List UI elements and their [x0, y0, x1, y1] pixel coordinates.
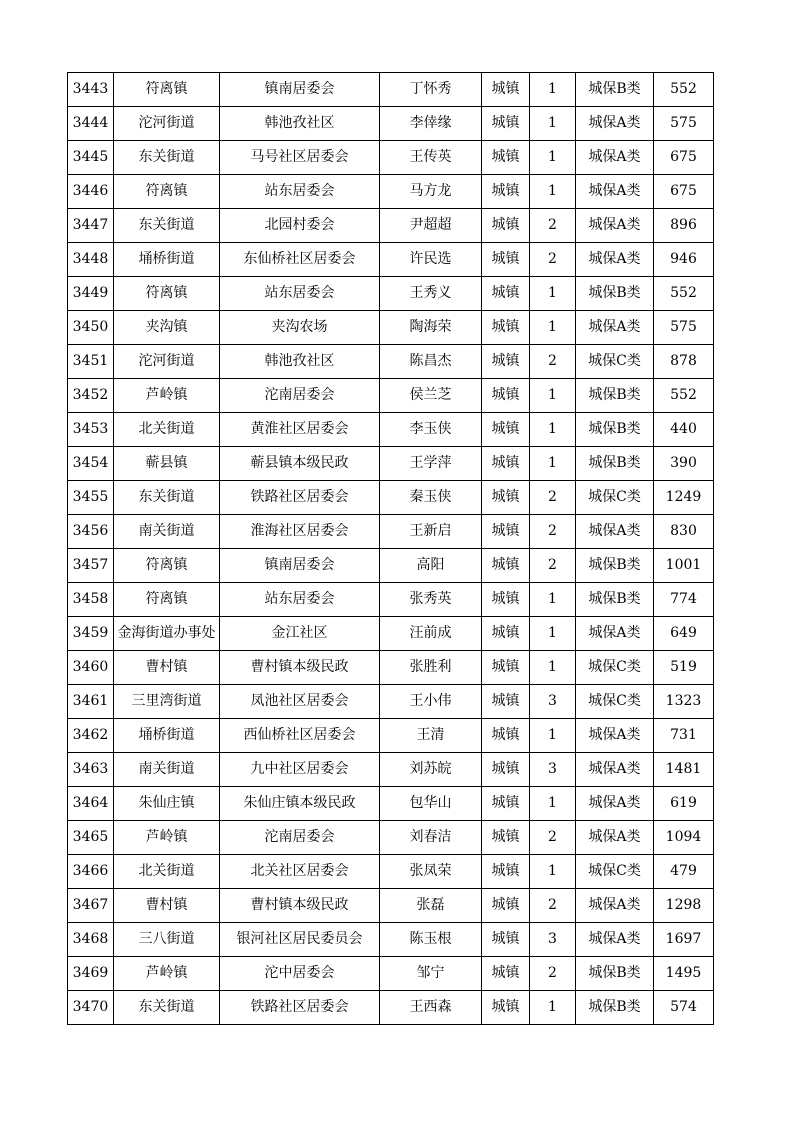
amount-cell: 896	[654, 209, 714, 243]
person-name-cell: 刘春洁	[380, 821, 482, 855]
community-cell: 镇南居委会	[220, 549, 380, 583]
person-name-cell: 李玉侠	[380, 413, 482, 447]
person-name-cell: 陈玉根	[380, 923, 482, 957]
category-cell: 城保B类	[576, 549, 654, 583]
table-row	[68, 243, 714, 277]
amount-cell: 619	[654, 787, 714, 821]
area-type-cell: 城镇	[482, 855, 530, 889]
category-cell: 城保A类	[576, 515, 654, 549]
town-cell: 埇桥街道	[114, 719, 220, 753]
category-cell: 城保A类	[576, 141, 654, 175]
area-type-cell: 城镇	[482, 243, 530, 277]
community-cell: 淮海社区居委会	[220, 515, 380, 549]
area-type-cell: 城镇	[482, 617, 530, 651]
household-count-cell: 1	[530, 141, 576, 175]
category-cell: 城保A类	[576, 311, 654, 345]
town-cell: 南关街道	[114, 515, 220, 549]
category-cell: 城保C类	[576, 345, 654, 379]
town-cell: 符离镇	[114, 549, 220, 583]
record-id-cell: 3466	[68, 855, 114, 889]
community-cell: 站东居委会	[220, 583, 380, 617]
community-cell: 站东居委会	[220, 175, 380, 209]
person-name-cell: 陶海荣	[380, 311, 482, 345]
area-type-cell: 城镇	[482, 277, 530, 311]
table-body	[68, 73, 714, 1025]
community-cell: 朱仙庄镇本级民政	[220, 787, 380, 821]
table-row	[68, 889, 714, 923]
town-cell: 东关街道	[114, 209, 220, 243]
community-cell: 蕲县镇本级民政	[220, 447, 380, 481]
town-cell: 芦岭镇	[114, 379, 220, 413]
category-cell: 城保B类	[576, 379, 654, 413]
person-name-cell: 马方龙	[380, 175, 482, 209]
amount-cell: 1094	[654, 821, 714, 855]
town-cell: 北关街道	[114, 413, 220, 447]
table-row	[68, 277, 714, 311]
category-cell: 城保A类	[576, 821, 654, 855]
town-cell: 东关街道	[114, 481, 220, 515]
area-type-cell: 城镇	[482, 719, 530, 753]
record-id-cell: 3450	[68, 311, 114, 345]
amount-cell: 479	[654, 855, 714, 889]
record-id-cell: 3457	[68, 549, 114, 583]
household-count-cell: 2	[530, 209, 576, 243]
household-count-cell: 1	[530, 73, 576, 107]
person-name-cell: 王新启	[380, 515, 482, 549]
area-type-cell: 城镇	[482, 107, 530, 141]
person-name-cell: 邹宁	[380, 957, 482, 991]
category-cell: 城保A类	[576, 719, 654, 753]
table-row	[68, 141, 714, 175]
town-cell: 沱河街道	[114, 107, 220, 141]
table-row	[68, 73, 714, 107]
household-count-cell: 1	[530, 447, 576, 481]
household-count-cell: 2	[530, 515, 576, 549]
table-row	[68, 957, 714, 991]
amount-cell: 552	[654, 379, 714, 413]
table-row	[68, 345, 714, 379]
table-row	[68, 107, 714, 141]
household-count-cell: 2	[530, 481, 576, 515]
town-cell: 蕲县镇	[114, 447, 220, 481]
amount-cell: 878	[654, 345, 714, 379]
amount-cell: 1323	[654, 685, 714, 719]
area-type-cell: 城镇	[482, 515, 530, 549]
community-cell: 站东居委会	[220, 277, 380, 311]
record-id-cell: 3469	[68, 957, 114, 991]
town-cell: 曹村镇	[114, 889, 220, 923]
table-row	[68, 719, 714, 753]
table-row	[68, 617, 714, 651]
person-name-cell: 张磊	[380, 889, 482, 923]
amount-cell: 552	[654, 73, 714, 107]
town-cell: 金海街道办事处	[114, 617, 220, 651]
area-type-cell: 城镇	[482, 481, 530, 515]
community-cell: 曹村镇本级民政	[220, 889, 380, 923]
area-type-cell: 城镇	[482, 991, 530, 1025]
category-cell: 城保B类	[576, 413, 654, 447]
person-name-cell: 侯兰芝	[380, 379, 482, 413]
household-count-cell: 2	[530, 549, 576, 583]
community-cell: 沱南居委会	[220, 821, 380, 855]
area-type-cell: 城镇	[482, 447, 530, 481]
household-count-cell: 2	[530, 345, 576, 379]
town-cell: 埇桥街道	[114, 243, 220, 277]
town-cell: 沱河街道	[114, 345, 220, 379]
area-type-cell: 城镇	[482, 957, 530, 991]
area-type-cell: 城镇	[482, 583, 530, 617]
area-type-cell: 城镇	[482, 549, 530, 583]
person-name-cell: 汪前成	[380, 617, 482, 651]
area-type-cell: 城镇	[482, 175, 530, 209]
amount-cell: 575	[654, 311, 714, 345]
record-id-cell: 3463	[68, 753, 114, 787]
area-type-cell: 城镇	[482, 73, 530, 107]
amount-cell: 1298	[654, 889, 714, 923]
person-name-cell: 张胜利	[380, 651, 482, 685]
table-row	[68, 515, 714, 549]
category-cell: 城保A类	[576, 753, 654, 787]
area-type-cell: 城镇	[482, 379, 530, 413]
household-count-cell: 1	[530, 379, 576, 413]
town-cell: 东关街道	[114, 991, 220, 1025]
amount-cell: 575	[654, 107, 714, 141]
record-id-cell: 3464	[68, 787, 114, 821]
record-id-cell: 3453	[68, 413, 114, 447]
record-id-cell: 3458	[68, 583, 114, 617]
town-cell: 东关街道	[114, 141, 220, 175]
category-cell: 城保A类	[576, 923, 654, 957]
household-count-cell: 1	[530, 277, 576, 311]
household-count-cell: 1	[530, 107, 576, 141]
record-id-cell: 3444	[68, 107, 114, 141]
amount-cell: 1481	[654, 753, 714, 787]
beneficiary-table	[67, 72, 714, 1025]
household-count-cell: 1	[530, 991, 576, 1025]
record-id-cell: 3460	[68, 651, 114, 685]
record-id-cell: 3462	[68, 719, 114, 753]
amount-cell: 675	[654, 175, 714, 209]
area-type-cell: 城镇	[482, 141, 530, 175]
person-name-cell: 张凤荣	[380, 855, 482, 889]
community-cell: 九中社区居委会	[220, 753, 380, 787]
category-cell: 城保C类	[576, 685, 654, 719]
household-count-cell: 2	[530, 821, 576, 855]
person-name-cell: 陈昌杰	[380, 345, 482, 379]
community-cell: 韩池孜社区	[220, 107, 380, 141]
community-cell: 北关社区居委会	[220, 855, 380, 889]
community-cell: 金江社区	[220, 617, 380, 651]
town-cell: 符离镇	[114, 175, 220, 209]
person-name-cell: 王秀义	[380, 277, 482, 311]
table-row	[68, 651, 714, 685]
table-row	[68, 447, 714, 481]
community-cell: 铁路社区居委会	[220, 481, 380, 515]
record-id-cell: 3456	[68, 515, 114, 549]
person-name-cell: 王西森	[380, 991, 482, 1025]
category-cell: 城保A类	[576, 209, 654, 243]
town-cell: 芦岭镇	[114, 957, 220, 991]
household-count-cell: 1	[530, 651, 576, 685]
table-row	[68, 379, 714, 413]
table-row	[68, 685, 714, 719]
amount-cell: 519	[654, 651, 714, 685]
area-type-cell: 城镇	[482, 345, 530, 379]
person-name-cell: 高阳	[380, 549, 482, 583]
person-name-cell: 秦玉侠	[380, 481, 482, 515]
record-id-cell: 3468	[68, 923, 114, 957]
amount-cell: 774	[654, 583, 714, 617]
person-name-cell: 王小伟	[380, 685, 482, 719]
record-id-cell: 3448	[68, 243, 114, 277]
town-cell: 曹村镇	[114, 651, 220, 685]
town-cell: 三八街道	[114, 923, 220, 957]
community-cell: 黄淮社区居委会	[220, 413, 380, 447]
record-id-cell: 3446	[68, 175, 114, 209]
person-name-cell: 包华山	[380, 787, 482, 821]
household-count-cell: 2	[530, 957, 576, 991]
person-name-cell: 许民选	[380, 243, 482, 277]
household-count-cell: 1	[530, 413, 576, 447]
record-id-cell: 3470	[68, 991, 114, 1025]
amount-cell: 649	[654, 617, 714, 651]
household-count-cell: 1	[530, 855, 576, 889]
household-count-cell: 2	[530, 243, 576, 277]
community-cell: 北园村委会	[220, 209, 380, 243]
town-cell: 朱仙庄镇	[114, 787, 220, 821]
category-cell: 城保A类	[576, 107, 654, 141]
community-cell: 韩池孜社区	[220, 345, 380, 379]
person-name-cell: 刘苏皖	[380, 753, 482, 787]
table-row	[68, 549, 714, 583]
table-row	[68, 821, 714, 855]
community-cell: 西仙桥社区居委会	[220, 719, 380, 753]
amount-cell: 1001	[654, 549, 714, 583]
community-cell: 沱中居委会	[220, 957, 380, 991]
area-type-cell: 城镇	[482, 311, 530, 345]
community-cell: 镇南居委会	[220, 73, 380, 107]
table-row	[68, 175, 714, 209]
amount-cell: 574	[654, 991, 714, 1025]
area-type-cell: 城镇	[482, 889, 530, 923]
category-cell: 城保B类	[576, 583, 654, 617]
table-row	[68, 855, 714, 889]
person-name-cell: 丁怀秀	[380, 73, 482, 107]
category-cell: 城保C类	[576, 651, 654, 685]
area-type-cell: 城镇	[482, 923, 530, 957]
category-cell: 城保A类	[576, 617, 654, 651]
category-cell: 城保A类	[576, 243, 654, 277]
category-cell: 城保A类	[576, 889, 654, 923]
record-id-cell: 3445	[68, 141, 114, 175]
table-row	[68, 311, 714, 345]
category-cell: 城保B类	[576, 447, 654, 481]
community-cell: 马号社区居委会	[220, 141, 380, 175]
record-id-cell: 3459	[68, 617, 114, 651]
amount-cell: 946	[654, 243, 714, 277]
household-count-cell: 2	[530, 889, 576, 923]
amount-cell: 675	[654, 141, 714, 175]
table-row	[68, 481, 714, 515]
record-id-cell: 3455	[68, 481, 114, 515]
household-count-cell: 1	[530, 311, 576, 345]
table-row	[68, 753, 714, 787]
record-id-cell: 3449	[68, 277, 114, 311]
category-cell: 城保C类	[576, 481, 654, 515]
community-cell: 夹沟农场	[220, 311, 380, 345]
town-cell: 芦岭镇	[114, 821, 220, 855]
town-cell: 符离镇	[114, 73, 220, 107]
person-name-cell: 王清	[380, 719, 482, 753]
table-row	[68, 413, 714, 447]
area-type-cell: 城镇	[482, 787, 530, 821]
category-cell: 城保B类	[576, 957, 654, 991]
area-type-cell: 城镇	[482, 209, 530, 243]
table-row	[68, 991, 714, 1025]
town-cell: 北关街道	[114, 855, 220, 889]
area-type-cell: 城镇	[482, 413, 530, 447]
area-type-cell: 城镇	[482, 651, 530, 685]
amount-cell: 1495	[654, 957, 714, 991]
person-name-cell: 尹超超	[380, 209, 482, 243]
town-cell: 符离镇	[114, 583, 220, 617]
household-count-cell: 1	[530, 787, 576, 821]
amount-cell: 390	[654, 447, 714, 481]
category-cell: 城保B类	[576, 73, 654, 107]
table-row	[68, 583, 714, 617]
person-name-cell: 张秀英	[380, 583, 482, 617]
community-cell: 东仙桥社区居委会	[220, 243, 380, 277]
amount-cell: 830	[654, 515, 714, 549]
record-id-cell: 3465	[68, 821, 114, 855]
community-cell: 铁路社区居委会	[220, 991, 380, 1025]
category-cell: 城保B类	[576, 991, 654, 1025]
town-cell: 符离镇	[114, 277, 220, 311]
area-type-cell: 城镇	[482, 753, 530, 787]
category-cell: 城保A类	[576, 787, 654, 821]
table-row	[68, 923, 714, 957]
household-count-cell: 1	[530, 617, 576, 651]
town-cell: 三里湾街道	[114, 685, 220, 719]
record-id-cell: 3451	[68, 345, 114, 379]
area-type-cell: 城镇	[482, 821, 530, 855]
record-id-cell: 3443	[68, 73, 114, 107]
amount-cell: 440	[654, 413, 714, 447]
record-id-cell: 3461	[68, 685, 114, 719]
community-cell: 曹村镇本级民政	[220, 651, 380, 685]
record-id-cell: 3467	[68, 889, 114, 923]
community-cell: 凤池社区居委会	[220, 685, 380, 719]
amount-cell: 1249	[654, 481, 714, 515]
household-count-cell: 1	[530, 583, 576, 617]
table-row	[68, 787, 714, 821]
community-cell: 沱南居委会	[220, 379, 380, 413]
amount-cell: 552	[654, 277, 714, 311]
table-row	[68, 209, 714, 243]
record-id-cell: 3454	[68, 447, 114, 481]
person-name-cell: 王学萍	[380, 447, 482, 481]
household-count-cell: 1	[530, 719, 576, 753]
amount-cell: 731	[654, 719, 714, 753]
household-count-cell: 3	[530, 753, 576, 787]
community-cell: 银河社区居民委员会	[220, 923, 380, 957]
household-count-cell: 3	[530, 685, 576, 719]
town-cell: 夹沟镇	[114, 311, 220, 345]
category-cell: 城保A类	[576, 175, 654, 209]
category-cell: 城保B类	[576, 277, 654, 311]
person-name-cell: 李倖缘	[380, 107, 482, 141]
record-id-cell: 3452	[68, 379, 114, 413]
area-type-cell: 城镇	[482, 685, 530, 719]
category-cell: 城保C类	[576, 855, 654, 889]
person-name-cell: 王传英	[380, 141, 482, 175]
household-count-cell: 1	[530, 175, 576, 209]
amount-cell: 1697	[654, 923, 714, 957]
town-cell: 南关街道	[114, 753, 220, 787]
household-count-cell: 3	[530, 923, 576, 957]
record-id-cell: 3447	[68, 209, 114, 243]
